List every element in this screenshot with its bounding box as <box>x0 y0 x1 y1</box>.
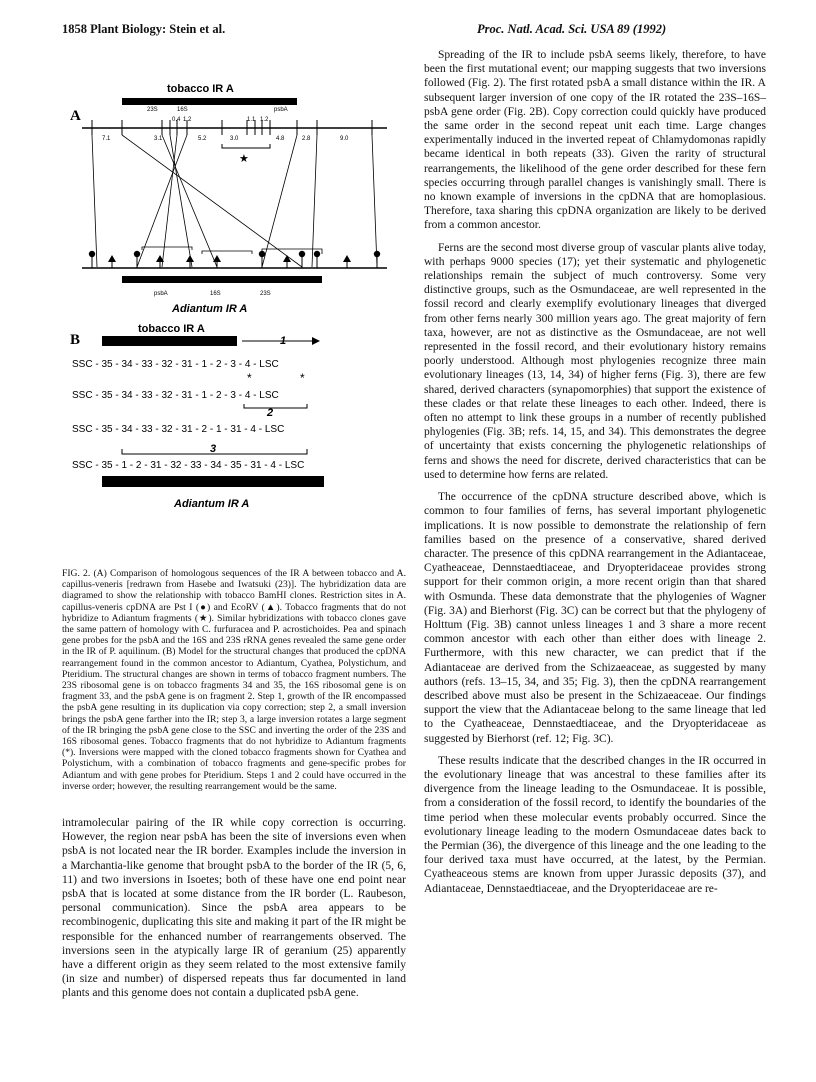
fragment-size-6: 3.0 <box>230 136 239 142</box>
rearrangement-row-3: SSC - 35 - 34 - 33 - 32 - 31 - 2 - 1 - 31 - 4 - LSC <box>72 424 285 435</box>
step2-bracket <box>244 404 307 408</box>
fragment-size-11: 9.0 <box>340 136 349 142</box>
step3-label: 3 <box>210 443 217 455</box>
fragment-size-8: 1.2 <box>260 117 269 123</box>
adiantum-ir-bar-b <box>102 476 324 487</box>
gene-label-23s: 23S <box>147 107 158 113</box>
tobacco-ir-label-b: tobacco IR A <box>138 323 205 335</box>
tobacco-ir-label: tobacco IR A <box>167 83 234 95</box>
running-header-left: 1858 Plant Biology: Stein et al. <box>62 22 226 36</box>
fragment-size-4: 1.2 <box>183 117 192 123</box>
adiantum-gene-23s: 23S <box>260 291 271 297</box>
panel-b-letter: B <box>70 332 81 348</box>
paragraph: These results indicate that the described changes in the IR occurred in the evolutionary lineage that was ancestral to these families after its divergence from the lineage leading to the Osmundaceae. It is possible, from a consideration of the fossil record, to identify the boundaries of the time period when these molecular events probably occurred. Since the evolutionary lineage leading to the modern Osmundaceae dates back to the Permian (36), the divergence of this lineage and the one leading to the four derived taxa must have occurred, at the latest, by the Permian. Cyatheaceous stems are known from upper Jurassic deposits (37), and Adiantaceae, Dennstaedtiaceae, and the Dryopteridaceae are re- <box>424 754 766 895</box>
figure-2-diagram <box>62 82 402 572</box>
adiantum-gene-16s: 16S <box>210 291 221 297</box>
homology-lines <box>92 135 377 267</box>
running-header-right: Proc. Natl. Acad. Sci. USA 89 (1992) <box>477 22 667 36</box>
gene-label-psba: psbA <box>274 107 288 113</box>
adiantum-ir-label-b: Adiantum IR A <box>174 498 250 510</box>
tobacco-ir-bar <box>122 98 297 105</box>
adiantum-ir-bar <box>122 276 322 283</box>
gene-label-16s: 16S <box>177 107 188 113</box>
step1-arrow-head <box>312 337 320 345</box>
fragment-size-9: 4.8 <box>276 136 285 142</box>
adiantum-gene-psba: psbA <box>154 291 168 297</box>
step1-label: 1 <box>280 335 287 347</box>
fragment-size-3: 0.4 <box>172 117 181 123</box>
figure-caption: FIG. 2. (A) Comparison of homologous sequences of the IR A between tobacco and A. capillus-veneris [redrawn from Hasebe and Iwatsuki (23)]. The hybridization data are diagramed to show the relationship with tobacco BamHI clones. Restriction sites in A. capillus-veneris cpDNA are Pst I (●) and EcoRV (▲). Tobacco fragments that do not hybridize to Adiantum fragments (★). Similar hybridizations with tobacco clones gave the same pattern of homology with C. furfuracea and P. acrostichoides. Pea and spinach gene probes for the psbA and the 16S and 23S rRNA genes revealed the same gene order in the IR of P. aquilinum. (B) Model for the structural changes that produced the cpDNA rearrangement found in the common ancestor to Adiantum, Cyathea, Polystichum, and Pteridium. The structural changes are shown in terms of tobacco fragment numbers. The 23S ribosomal gene is on tobacco fragments 34 and 35, the 16S ribosomal gene is on fragment 33, and the psbA gene is on fragment 2. Step 1, growth of the IR encompassed the psbA gene resulting in its duplication via copy correction; step 2, a small inversion brings the psbA gene farther into the IR; step 3, a large inversion rotates a large segment of the IR bringing the psbA gene close to the SSC and inverting the order of the 23S and 16S ribosomal genes. Tobacco fragments that do not hybridize to Adiantum fragments (*). Inversions were mapped with the cloned tobacco fragments shown for Cyathea and Polystichum, with a combination of tobacco fragments and gene-specific probes for Adiantum and with gene probes for Pteridium. Steps 1 and 2 could have occurred in the inverse order; however, the resulting rearrangement would be the same. <box>62 568 406 792</box>
fragment-size-7: 1.1 <box>247 117 256 123</box>
panel-a-letter: A <box>70 108 81 124</box>
adiantum-ir-label: Adiantum IR A <box>172 303 248 315</box>
left-column-body: intramolecular pairing of the IR while copy correction is occurring. However, the region near psbA has been the site of inversions even when psbA is not located near the IR border. Examples include the inversion in a Marchantia-like genome that brought psbA to the border of the IR (5, 6, 11) and two inversions in Isoetes; both of these have one end point near psbA that is located at some distance from the IR border (L. Raubeson, personal communication). Since the psbA area appears to be recombinogenic, duplicating this site and making it part of the IR might be responsible for the enhanced number of rearrangements observed. The inversions seen in the atypically large IR of geranium (25) apparently have a different origin as they seem related to the most extensive family (in size and number) of dispersed repeats thus far documented in land plants and this genome does not contain a duplicated psbA gene. <box>62 817 406 1000</box>
paragraph: The occurrence of the cpDNA structure described above, which is common to four families of ferns, has several important phylogenetic implications. It is now possible to demonstrate the relationship of fern families based on the presence of a conservative, shared derived character. The presence of this cpDNA rearrangement in the Adiantaceae, Cyatheaceae, Dennstaedtiaceae, and Dryopteridaceae provides strong support for their common origin, a more recent origin than that shared with Osmunda. These data demonstrate that the phylogenies of Wagner (Fig. 3A) and Bierhorst (Fig. 3C) can be correct but that the phylogeny of Holttum (Fig. 3B) cannot unless lineages 1 and 3 share a more recent common ancestor with each other than either does with lineage 2. Furthermore, with this new character, we can predict that if the Adiantaceae are derived from the Schizaeaceae, as suggested by many authors (refs. 13–15, 34, and 35; Fig. 3), then the cpDNA rearrangement described above must also be present in the Schizaeaceae. Our findings support the view that the Adiantaceae belong to the same lineage that led to the Cyatheaceae, Dennstaedtiaceae, and the Dryopteridaceae as suggested by Bierhorst (ref. 12; Fig. 3C). <box>424 491 766 745</box>
rearrangement-row-4: SSC - 35 - 1 - 2 - 31 - 32 - 33 - 34 - 35 - 31 - 4 - LSC <box>72 460 305 471</box>
adiantum-restriction-sites <box>89 251 380 268</box>
fragment-size-10: 2.8 <box>302 136 311 142</box>
paragraph: Spreading of the IR to include psbA seems likely, therefore, to have been the first mutational event; our mapping suggests that two inversions followed (Fig. 2). The first rotated psbA a small distance within the IR. A subsequent larger inversion of one copy of the IR rotated the 23S–16S–psbA gene order (Fig. 2B). Copy correction could quickly have produced the same order in the second repeat unit each time. Large changes experimentally induced in the inverted repeat of Chlamydomonas rapidly became identical in both repeats (33). Given the rarity of structural rearrangements, the likelihood of the gene order described for these fern species occurring through parallel changes is vanishingly small. There is no known example of inversions in the cpDNA that are homoplasious. Therefore, taxa sharing this cpDNA organization are likely to be derived from a common ancestor. <box>424 49 766 232</box>
star-icon: ★ <box>239 153 249 165</box>
right-column <box>424 48 766 904</box>
non-hybridizing-bracket <box>222 144 270 148</box>
paragraph: Ferns are the second most diverse group of vascular plants alive today, with perhaps 9000 species (17); yet their systematic and phylogenetic relationships remain the subject of much controversy. Some very distinctive groups, such as the Osmundaceae, are well represented in the fossil record and clearly exemplify evolutionary lineages that diverged from other ferns nearly 300 million years ago. The great majority of fern taxa, however, are not as distinctive as the Osmundaceae, are not well represented in the fossil record, and their evolutionary history remains poorly understood. Although most phylogenies recognize three main evolutionary lineages (13, 14, 34) of higher ferns (Fig. 3), there are few shared, derived characters (synapomorphies) that support the existence of these clades or that relate these lineages to each other. Indeed, there is often no attempt to link these groups in a number of recently published phylogenies (Fig. 3B; refs. 14, 15, and 34). This demonstrates the degree of uncertainty that exists concerning the phylogenetic relationships of ferns and shows the need for discrete, derived characteristics that can be used to determine how ferns are related. <box>424 241 766 481</box>
rearrangement-row-1: SSC - 35 - 34 - 33 - 32 - 31 - 1 - 2 - 3 - 4 - LSC <box>72 359 279 370</box>
fragment-size-5: 5.2 <box>198 136 207 142</box>
asterisk-2: * <box>300 371 305 385</box>
asterisk-1: * <box>247 371 252 385</box>
tobacco-ir-bar-b <box>102 336 237 346</box>
rearrangement-row-2: SSC - 35 - 34 - 33 - 32 - 31 - 1 - 2 - 3 - 4 - LSC <box>72 390 279 401</box>
step2-label: 2 <box>267 407 274 419</box>
fragment-size-2: 3.1 <box>154 136 163 142</box>
fragment-size-1: 7.1 <box>102 136 111 142</box>
figure-2 <box>62 82 402 637</box>
